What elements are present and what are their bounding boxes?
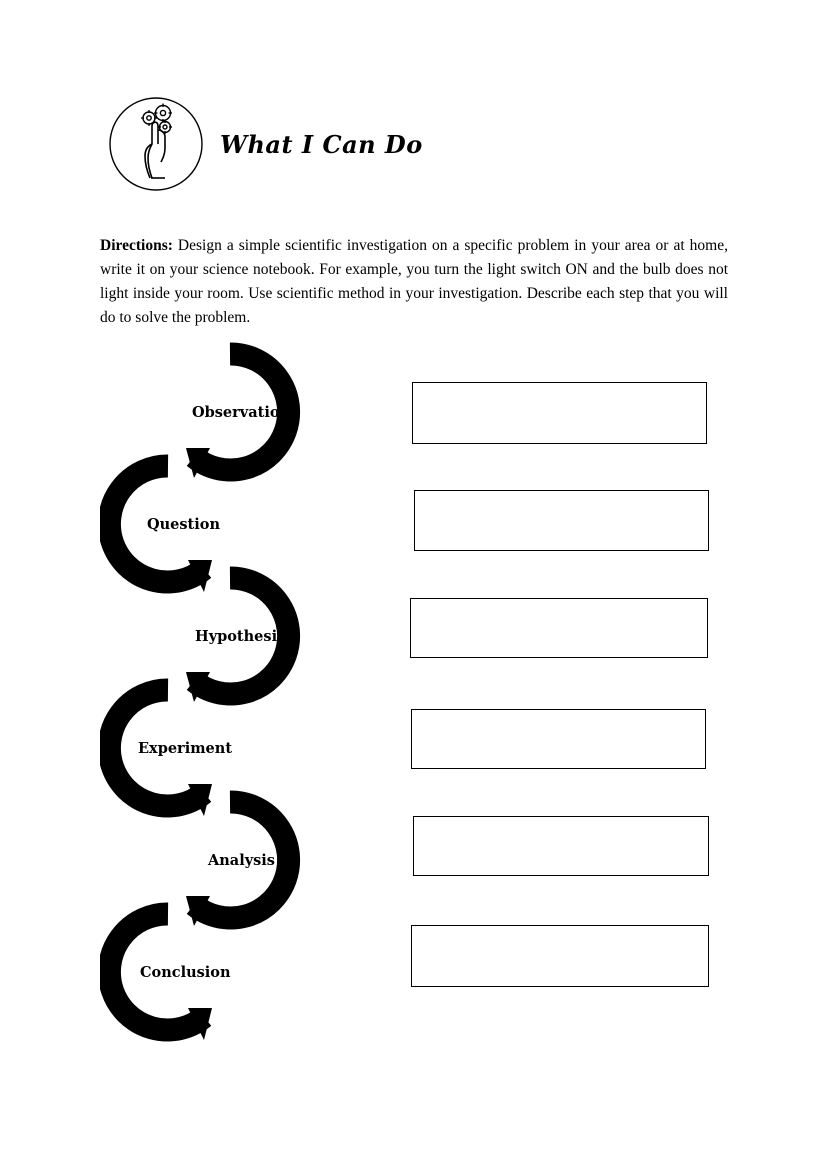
scientific-method-diagram — [100, 330, 726, 1070]
directions-text: Design a simple scientific investigation on a specific problem in your area or at home, write it on your science notebook. For example, you turn the light switch ON and the bulb does not light inside your room. Use scientific method in your investigation. Describe each step that you will do to solve the problem. — [100, 236, 728, 326]
answer-box-conclusion[interactable] — [411, 925, 709, 987]
page-title: What I Can Do — [220, 130, 423, 159]
hand-holding-gears-icon — [108, 96, 204, 192]
answer-box-analysis[interactable] — [413, 816, 709, 876]
step-label-conclusion: Conclusion — [140, 964, 231, 981]
cycle-arrows-graphic — [100, 330, 360, 1070]
directions-label: Directions: — [100, 236, 173, 254]
step-label-observation: Observation — [192, 404, 291, 421]
answer-box-observation[interactable] — [412, 382, 707, 444]
directions-paragraph — [100, 234, 728, 330]
step-label-experiment: Experiment — [138, 740, 233, 757]
page-header — [100, 96, 740, 196]
answer-box-question[interactable] — [414, 490, 709, 551]
answer-box-hypothesis[interactable] — [410, 598, 708, 658]
step-label-hypothesis: Hypothesis — [195, 628, 286, 645]
answer-box-experiment[interactable] — [411, 709, 706, 769]
step-label-question: Question — [147, 516, 220, 533]
step-label-analysis: Analysis — [208, 852, 275, 869]
